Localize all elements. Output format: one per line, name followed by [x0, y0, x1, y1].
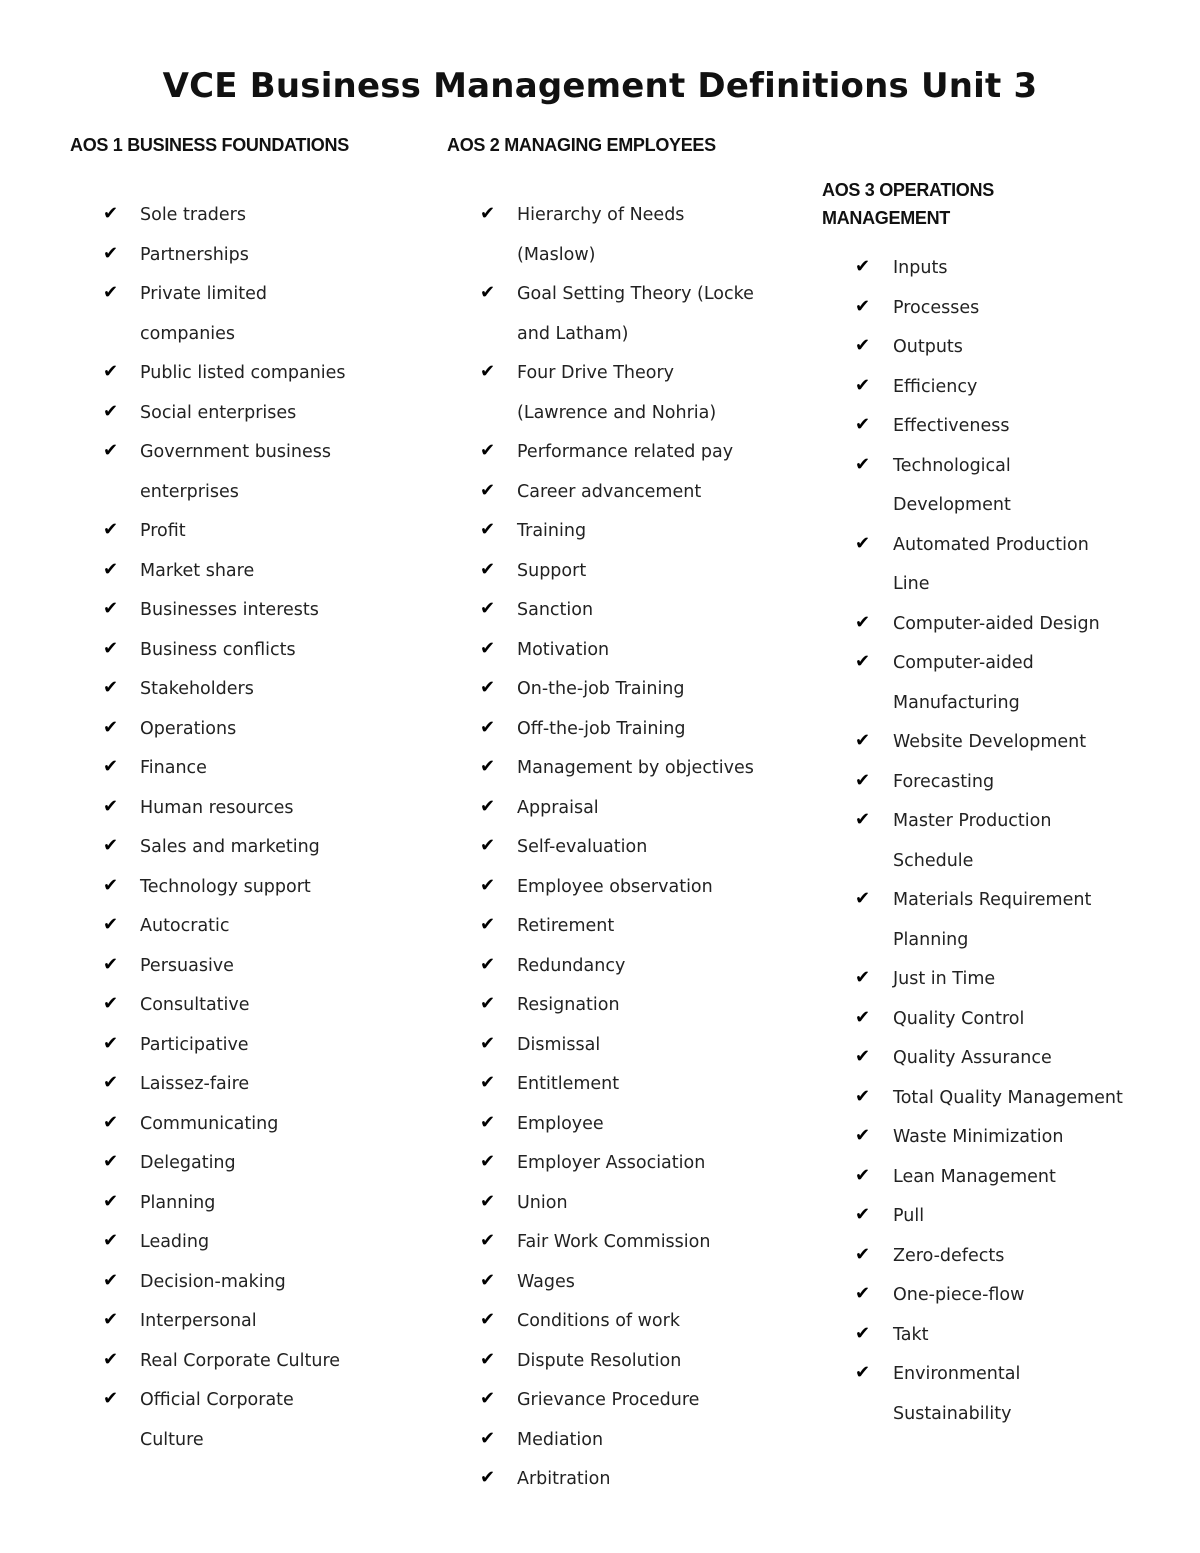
list-item	[447, 1302, 807, 1342]
list-item	[447, 512, 807, 552]
list-item	[822, 1355, 1182, 1434]
list-item	[70, 986, 420, 1026]
checkmark-icon: ✔	[480, 1111, 496, 1133]
list-item	[447, 789, 807, 829]
list-item	[447, 1026, 807, 1066]
list-item-label: Public listed companies	[140, 363, 346, 383]
list-item-label: On-the-job Training	[517, 679, 685, 699]
list-item	[822, 407, 1182, 447]
checkmark-icon: ✔	[103, 1388, 119, 1409]
checkmark-icon: ✔	[480, 598, 496, 619]
list-item	[447, 947, 807, 987]
list-item	[70, 710, 420, 750]
aos3-heading: AOS 3 OPERATIONS MANAGEMENT	[822, 180, 994, 228]
list-item-label: Persuasive	[140, 955, 234, 976]
checkmark-icon: ✔	[480, 203, 496, 224]
list-item-label: Total Quality Management	[893, 1087, 1123, 1108]
list-item	[447, 1381, 807, 1421]
list-item	[447, 710, 807, 750]
checkmark-icon: ✔	[103, 400, 119, 422]
list-item	[822, 1197, 1182, 1237]
list-item	[822, 1316, 1182, 1356]
list-item	[822, 1039, 1182, 1079]
list-item-label: Automated Production Line	[893, 534, 1089, 594]
list-item	[822, 605, 1182, 645]
checkmark-icon: ✔	[480, 914, 496, 935]
list-item-label: Market share	[140, 560, 255, 581]
checkmark-icon: ✔	[480, 795, 496, 817]
list-item	[447, 986, 807, 1026]
list-item-label: Decision-making	[140, 1271, 286, 1292]
checkmark-icon: ✔	[480, 361, 496, 382]
list-item-label: Sales and marketing	[140, 837, 320, 857]
checkmark-icon: ✔	[103, 1111, 119, 1133]
list-item-label: Training	[517, 521, 587, 541]
list-item	[70, 394, 420, 434]
list-item-label: Social enterprises	[140, 402, 297, 423]
list-item-label: Zero-defects	[893, 1245, 1005, 1266]
checkmark-icon: ✔	[480, 479, 496, 501]
list-item-label: Participative	[140, 1034, 249, 1055]
aos1-heading: AOS 1 BUSINESS FOUNDATIONS	[70, 135, 349, 155]
list-item	[70, 236, 420, 276]
checkmark-icon: ✔	[480, 1467, 496, 1488]
list-item	[70, 749, 420, 789]
list-item	[447, 552, 807, 592]
checkmark-icon: ✔	[103, 993, 119, 1014]
list-item	[447, 591, 807, 631]
checkmark-icon: ✔	[103, 558, 119, 580]
list-item-label: Grievance Procedure	[517, 1390, 700, 1410]
list-item-label: Redundancy	[517, 955, 626, 976]
list-item	[70, 433, 420, 512]
list-item	[447, 907, 807, 947]
list-item-label: Management by objectives	[517, 758, 754, 778]
list-item-label: Waste Minimization	[893, 1127, 1064, 1147]
checkmark-icon: ✔	[855, 1125, 871, 1146]
list-item	[70, 828, 420, 868]
list-item-label: Profit	[140, 521, 186, 541]
list-item-label: Entitlement	[517, 1074, 620, 1094]
list-item-label: Performance related pay	[517, 442, 734, 462]
list-item	[447, 1263, 807, 1303]
aos3-column	[822, 176, 1182, 1434]
checkmark-icon: ✔	[103, 637, 119, 659]
list-item	[70, 631, 420, 671]
list-item	[70, 196, 420, 236]
list-item	[70, 552, 420, 592]
list-item-label: Sanction	[517, 600, 594, 620]
list-item	[447, 1421, 807, 1461]
checkmark-icon: ✔	[855, 967, 871, 988]
checkmark-icon: ✔	[103, 598, 119, 619]
list-item	[70, 1223, 420, 1263]
checkmark-icon: ✔	[480, 1032, 496, 1054]
list-item-label: Employee	[517, 1113, 604, 1134]
checkmark-icon: ✔	[855, 532, 871, 554]
list-item	[70, 512, 420, 552]
list-item	[70, 1065, 420, 1105]
list-item-label: Operations	[140, 718, 237, 739]
list-item	[447, 433, 807, 473]
list-item-label: Website Development	[893, 732, 1087, 752]
list-item-label: One-piece-flow	[893, 1285, 1025, 1305]
list-item-label: Self-evaluation	[517, 837, 648, 857]
checkmark-icon: ✔	[480, 1072, 496, 1093]
checkmark-icon: ✔	[103, 1269, 119, 1291]
checkmark-icon: ✔	[855, 295, 871, 317]
list-item-label: Interpersonal	[140, 1311, 257, 1331]
list-item	[822, 1158, 1182, 1198]
list-item	[447, 196, 807, 275]
list-item	[70, 1144, 420, 1184]
checkmark-icon: ✔	[855, 335, 871, 356]
list-item-label: Four Drive Theory (Lawrence and Nohria)	[517, 363, 717, 423]
list-item	[70, 275, 420, 354]
checkmark-icon: ✔	[480, 1348, 496, 1370]
checkmark-icon: ✔	[855, 374, 871, 396]
checkmark-icon: ✔	[480, 440, 496, 461]
list-item	[70, 789, 420, 829]
checkmark-icon: ✔	[103, 953, 119, 975]
list-item-label: Autocratic	[140, 916, 230, 936]
list-item	[447, 1065, 807, 1105]
list-item	[822, 1118, 1182, 1158]
list-item-label: Planning	[140, 1192, 216, 1213]
checkmark-icon: ✔	[855, 809, 871, 830]
list-item-label: Efficiency	[893, 376, 978, 397]
list-item-label: Business conflicts	[140, 639, 296, 660]
checkmark-icon: ✔	[480, 1427, 496, 1449]
checkmark-icon: ✔	[480, 953, 496, 975]
aos2-column	[447, 131, 807, 1500]
checkmark-icon: ✔	[103, 1348, 119, 1370]
checkmark-icon: ✔	[103, 203, 119, 224]
checkmark-icon: ✔	[480, 1388, 496, 1409]
list-item	[822, 960, 1182, 1000]
list-item	[447, 275, 807, 354]
checkmark-icon: ✔	[103, 677, 119, 698]
checkmark-icon: ✔	[103, 440, 119, 461]
list-item-label: Environmental Sustainability	[893, 1364, 1021, 1424]
list-item	[70, 1105, 420, 1145]
list-item-label: Processes	[893, 297, 980, 318]
list-item-label: Quality Control	[893, 1008, 1025, 1029]
list-item-label: Appraisal	[517, 797, 599, 818]
list-item-label: Private limited companies	[140, 284, 267, 344]
checkmark-icon: ✔	[480, 835, 496, 856]
checkmark-icon: ✔	[103, 1309, 119, 1330]
checkmark-icon: ✔	[103, 914, 119, 935]
list-item-label: Communicating	[140, 1113, 279, 1134]
list-item	[70, 1302, 420, 1342]
checkmark-icon: ✔	[103, 361, 119, 382]
list-item-label: Just in Time	[893, 969, 996, 989]
list-item-label: Hierarchy of Needs (Maslow)	[517, 205, 685, 265]
list-item	[447, 631, 807, 671]
list-item-label: Support	[517, 560, 587, 581]
checkmark-icon: ✔	[855, 769, 871, 791]
list-item	[70, 868, 420, 908]
checkmark-icon: ✔	[480, 1230, 496, 1251]
list-item	[822, 328, 1182, 368]
list-item	[447, 473, 807, 513]
list-item-label: Arbitration	[517, 1469, 611, 1489]
list-item-label: Consultative	[140, 995, 250, 1015]
list-item	[447, 354, 807, 433]
list-item	[447, 1105, 807, 1145]
list-item-label: Takt	[893, 1324, 929, 1345]
checkmark-icon: ✔	[103, 1151, 119, 1172]
checkmark-icon: ✔	[480, 1190, 496, 1212]
list-item	[822, 763, 1182, 803]
checkmark-icon: ✔	[103, 756, 119, 777]
checkmark-icon: ✔	[480, 637, 496, 659]
list-item	[822, 723, 1182, 763]
page-title: VCE Business Management Definitions Unit 3	[162, 66, 1038, 106]
list-item-label: Fair Work Commission	[517, 1232, 711, 1252]
checkmark-icon: ✔	[855, 414, 871, 435]
list-item	[70, 1184, 420, 1224]
list-item-label: Outputs	[893, 337, 963, 357]
checkmark-icon: ✔	[855, 651, 871, 672]
checkmark-icon: ✔	[855, 888, 871, 909]
checkmark-icon: ✔	[103, 1230, 119, 1251]
list-item-label: Dismissal	[517, 1034, 601, 1055]
checkmark-icon: ✔	[480, 519, 496, 540]
checkmark-icon: ✔	[103, 242, 119, 264]
checkmark-icon: ✔	[480, 874, 496, 896]
checkmark-icon: ✔	[480, 993, 496, 1014]
list-item	[70, 1263, 420, 1303]
list-item	[447, 1184, 807, 1224]
list-item	[70, 947, 420, 987]
checkmark-icon: ✔	[480, 1269, 496, 1291]
checkmark-icon: ✔	[103, 795, 119, 817]
list-item	[70, 670, 420, 710]
checkmark-icon: ✔	[855, 730, 871, 751]
list-item	[447, 749, 807, 789]
aos1-list	[70, 196, 420, 1460]
checkmark-icon: ✔	[103, 716, 119, 738]
checkmark-icon: ✔	[103, 282, 119, 303]
list-item	[822, 1276, 1182, 1316]
list-item-label: Leading	[140, 1232, 210, 1252]
list-item	[822, 644, 1182, 723]
list-item	[447, 1144, 807, 1184]
checkmark-icon: ✔	[480, 1151, 496, 1172]
checkmark-icon: ✔	[855, 1164, 871, 1186]
list-item-label: Employer Association	[517, 1153, 706, 1173]
list-item-label: Computer-aided Manufacturing	[893, 653, 1034, 713]
list-item	[70, 1026, 420, 1066]
checkmark-icon: ✔	[855, 1085, 871, 1107]
list-item-label: Lean Management	[893, 1166, 1056, 1187]
list-item	[822, 526, 1182, 605]
list-item-label: Wages	[517, 1271, 575, 1292]
list-item-label: Laissez-faire	[140, 1074, 250, 1094]
list-item-label: Sole traders	[140, 205, 246, 225]
checkmark-icon: ✔	[480, 716, 496, 738]
list-item-label: Human resources	[140, 797, 294, 818]
checkmark-icon: ✔	[480, 1309, 496, 1330]
aos2-heading: AOS 2 MANAGING EMPLOYEES	[447, 135, 716, 155]
list-item	[447, 868, 807, 908]
list-item-label: Off-the-job Training	[517, 718, 686, 739]
checkmark-icon: ✔	[480, 756, 496, 777]
list-item-label: Dispute Resolution	[517, 1350, 682, 1371]
list-item	[822, 1079, 1182, 1119]
checkmark-icon: ✔	[855, 453, 871, 475]
checkmark-icon: ✔	[855, 1046, 871, 1067]
list-item	[822, 289, 1182, 329]
checkmark-icon: ✔	[103, 1072, 119, 1093]
checkmark-icon: ✔	[855, 1283, 871, 1304]
checkmark-icon: ✔	[855, 1204, 871, 1225]
list-item	[447, 670, 807, 710]
list-item	[70, 1381, 420, 1460]
checkmark-icon: ✔	[103, 1032, 119, 1054]
list-item	[70, 591, 420, 631]
list-item-label: Quality Assurance	[893, 1048, 1052, 1068]
list-item	[822, 1237, 1182, 1277]
list-item	[822, 1000, 1182, 1040]
checkmark-icon: ✔	[855, 1243, 871, 1265]
checkmark-icon: ✔	[480, 558, 496, 580]
aos3-list	[822, 249, 1182, 1434]
list-item	[822, 249, 1182, 289]
checkmark-icon: ✔	[855, 1322, 871, 1344]
checkmark-icon: ✔	[855, 256, 871, 277]
list-item	[447, 1223, 807, 1263]
checkmark-icon: ✔	[103, 835, 119, 856]
checkmark-icon: ✔	[855, 1362, 871, 1383]
list-item	[70, 1342, 420, 1382]
checkmark-icon: ✔	[103, 874, 119, 896]
list-item-label: Motivation	[517, 639, 610, 660]
list-item-label: Materials Requirement Planning	[893, 890, 1092, 950]
checkmark-icon: ✔	[855, 1006, 871, 1028]
list-item-label: Union	[517, 1192, 568, 1213]
list-item-label: Forecasting	[893, 771, 995, 792]
list-item-label: Career advancement	[517, 481, 702, 502]
list-item-label: Partnerships	[140, 244, 249, 265]
list-item	[822, 802, 1182, 881]
list-item	[447, 1342, 807, 1382]
checkmark-icon: ✔	[855, 611, 871, 633]
aos2-list	[447, 196, 807, 1500]
list-item-label: Goal Setting Theory (Locke and Latham)	[517, 284, 754, 344]
list-item-label: Real Corporate Culture	[140, 1350, 341, 1371]
checkmark-icon: ✔	[480, 677, 496, 698]
list-item-label: Retirement	[517, 916, 615, 936]
list-item-label: Pull	[893, 1206, 925, 1226]
list-item-label: Businesses interests	[140, 600, 319, 620]
checkmark-icon: ✔	[103, 1190, 119, 1212]
list-item-label: Finance	[140, 758, 207, 778]
list-item-label: Master Production Schedule	[893, 811, 1052, 871]
list-item-label: Effectiveness	[893, 416, 1010, 436]
list-item-label: Computer-aided Design	[893, 613, 1100, 634]
list-item-label: Government business enterprises	[140, 442, 331, 502]
list-item-label: Inputs	[893, 258, 948, 278]
list-item-label: Official Corporate Culture	[140, 1390, 294, 1450]
list-item-label: Stakeholders	[140, 679, 254, 699]
list-item	[447, 828, 807, 868]
list-item-label: Mediation	[517, 1429, 604, 1450]
list-item-label: Resignation	[517, 995, 620, 1015]
list-item	[447, 1460, 807, 1500]
checkmark-icon: ✔	[480, 282, 496, 303]
list-item-label: Employee observation	[517, 876, 713, 897]
list-item	[70, 354, 420, 394]
list-item	[822, 368, 1182, 408]
aos1-column	[70, 131, 420, 1460]
list-item	[822, 881, 1182, 960]
list-item-label: Conditions of work	[517, 1311, 680, 1331]
list-item	[70, 907, 420, 947]
list-item-label: Technology support	[140, 876, 311, 897]
list-item-label: Delegating	[140, 1153, 236, 1173]
checkmark-icon: ✔	[103, 519, 119, 540]
list-item-label: Technological Development	[893, 455, 1011, 515]
list-item	[822, 447, 1182, 526]
